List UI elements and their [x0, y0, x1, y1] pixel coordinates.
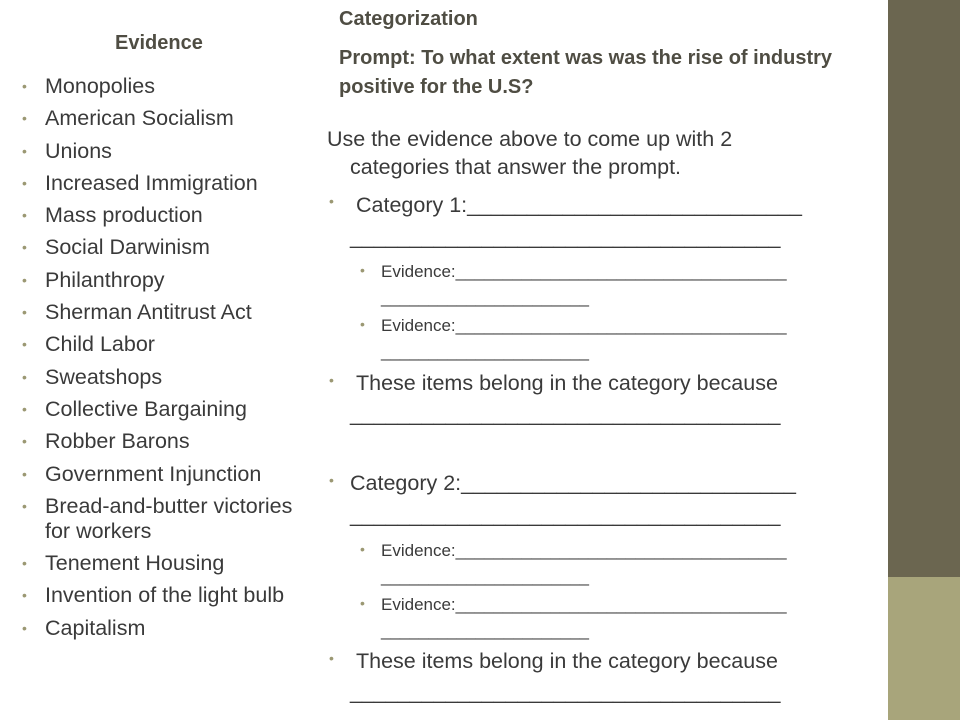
because-1-line: ____________________________________: [350, 402, 781, 426]
category-1-label: Category 1:____________________________: [356, 193, 802, 217]
bullet-icon: •: [22, 336, 27, 353]
evidence-2b-line: ______________________: [381, 621, 590, 640]
category-2-line: ____________________________________: [350, 503, 781, 527]
bullet-icon: •: [360, 316, 365, 332]
list-item: • Sweatshops: [22, 364, 163, 389]
list-item: • Child Labor: [22, 332, 155, 357]
instructions-line-1: Use the evidence above to come up with 2: [327, 127, 733, 151]
bullet-icon: •: [22, 400, 27, 417]
bullet-icon: •: [22, 304, 27, 321]
evidence-list: [22, 74, 312, 648]
list-item: • Tenement Housing: [22, 551, 225, 576]
bullet-icon: •: [22, 465, 27, 482]
bullet-icon: •: [22, 239, 27, 256]
bullet-icon: •: [22, 110, 27, 127]
categorization-title: Categorization: [339, 8, 478, 30]
bullet-icon: •: [22, 142, 27, 159]
bullet-icon: •: [22, 497, 27, 514]
list-item: • Unions: [22, 138, 112, 163]
bullet-icon: •: [22, 207, 27, 224]
evidence-1a-label: Evidence:___________________________________: [381, 262, 787, 281]
list-item: • American Socialism: [22, 106, 234, 131]
bullet-icon: •: [22, 555, 27, 572]
list-item: • Increased Immigration: [22, 170, 258, 195]
list-item: • Mass production: [22, 203, 203, 228]
instructions-line-2: categories that answer the prompt.: [350, 155, 682, 179]
bullet-icon: •: [329, 193, 334, 209]
list-item: • Sherman Antitrust Act: [22, 300, 252, 325]
evidence-2b-label: Evidence:___________________________________: [381, 595, 787, 614]
bullet-icon: •: [329, 650, 334, 666]
list-item: • Bread-and-butter victories for workers: [22, 493, 293, 543]
bullet-icon: •: [360, 262, 365, 278]
list-item: • Social Darwinism: [22, 235, 210, 260]
because-2-line: ____________________________________: [350, 680, 781, 704]
list-item: • Robber Barons: [22, 429, 190, 454]
bullet-icon: •: [22, 587, 27, 604]
evidence-heading: Evidence: [115, 32, 203, 54]
category-1-line: ____________________________________: [350, 225, 781, 249]
bullet-icon: •: [22, 619, 27, 636]
bullet-icon: •: [329, 372, 334, 388]
evidence-1b-line: ______________________: [381, 342, 590, 361]
evidence-2a-label: Evidence:___________________________________: [381, 541, 787, 560]
list-item: • Invention of the light bulb: [22, 583, 285, 608]
bullet-icon: •: [360, 595, 365, 611]
bullet-icon: •: [22, 174, 27, 191]
decorative-side-accent: [888, 577, 960, 720]
list-item: • Collective Bargaining: [22, 396, 247, 421]
because-1-text: These items belong in the category because: [356, 371, 778, 395]
evidence-1b-label: Evidence:___________________________________: [381, 316, 787, 335]
bullet-icon: •: [22, 78, 27, 94]
because-2-text: These items belong in the category because: [356, 649, 778, 673]
category-2-label: Category 2:____________________________: [350, 471, 796, 495]
prompt-text: Prompt: To what extent was was the rise of industry positive for the U.S?: [339, 47, 833, 98]
list-item: • Monopolies: [22, 74, 155, 98]
bullet-icon: •: [329, 472, 334, 488]
evidence-2a-line: ______________________: [381, 567, 590, 586]
bullet-icon: •: [22, 433, 27, 450]
bullet-icon: •: [22, 271, 27, 288]
list-item: • Philanthropy: [22, 267, 165, 292]
evidence-1a-line: ______________________: [381, 288, 590, 307]
bullet-icon: •: [360, 541, 365, 557]
bullet-icon: •: [22, 368, 27, 385]
list-item: • Government Injunction: [22, 461, 262, 486]
list-item: • Capitalism: [22, 615, 146, 640]
